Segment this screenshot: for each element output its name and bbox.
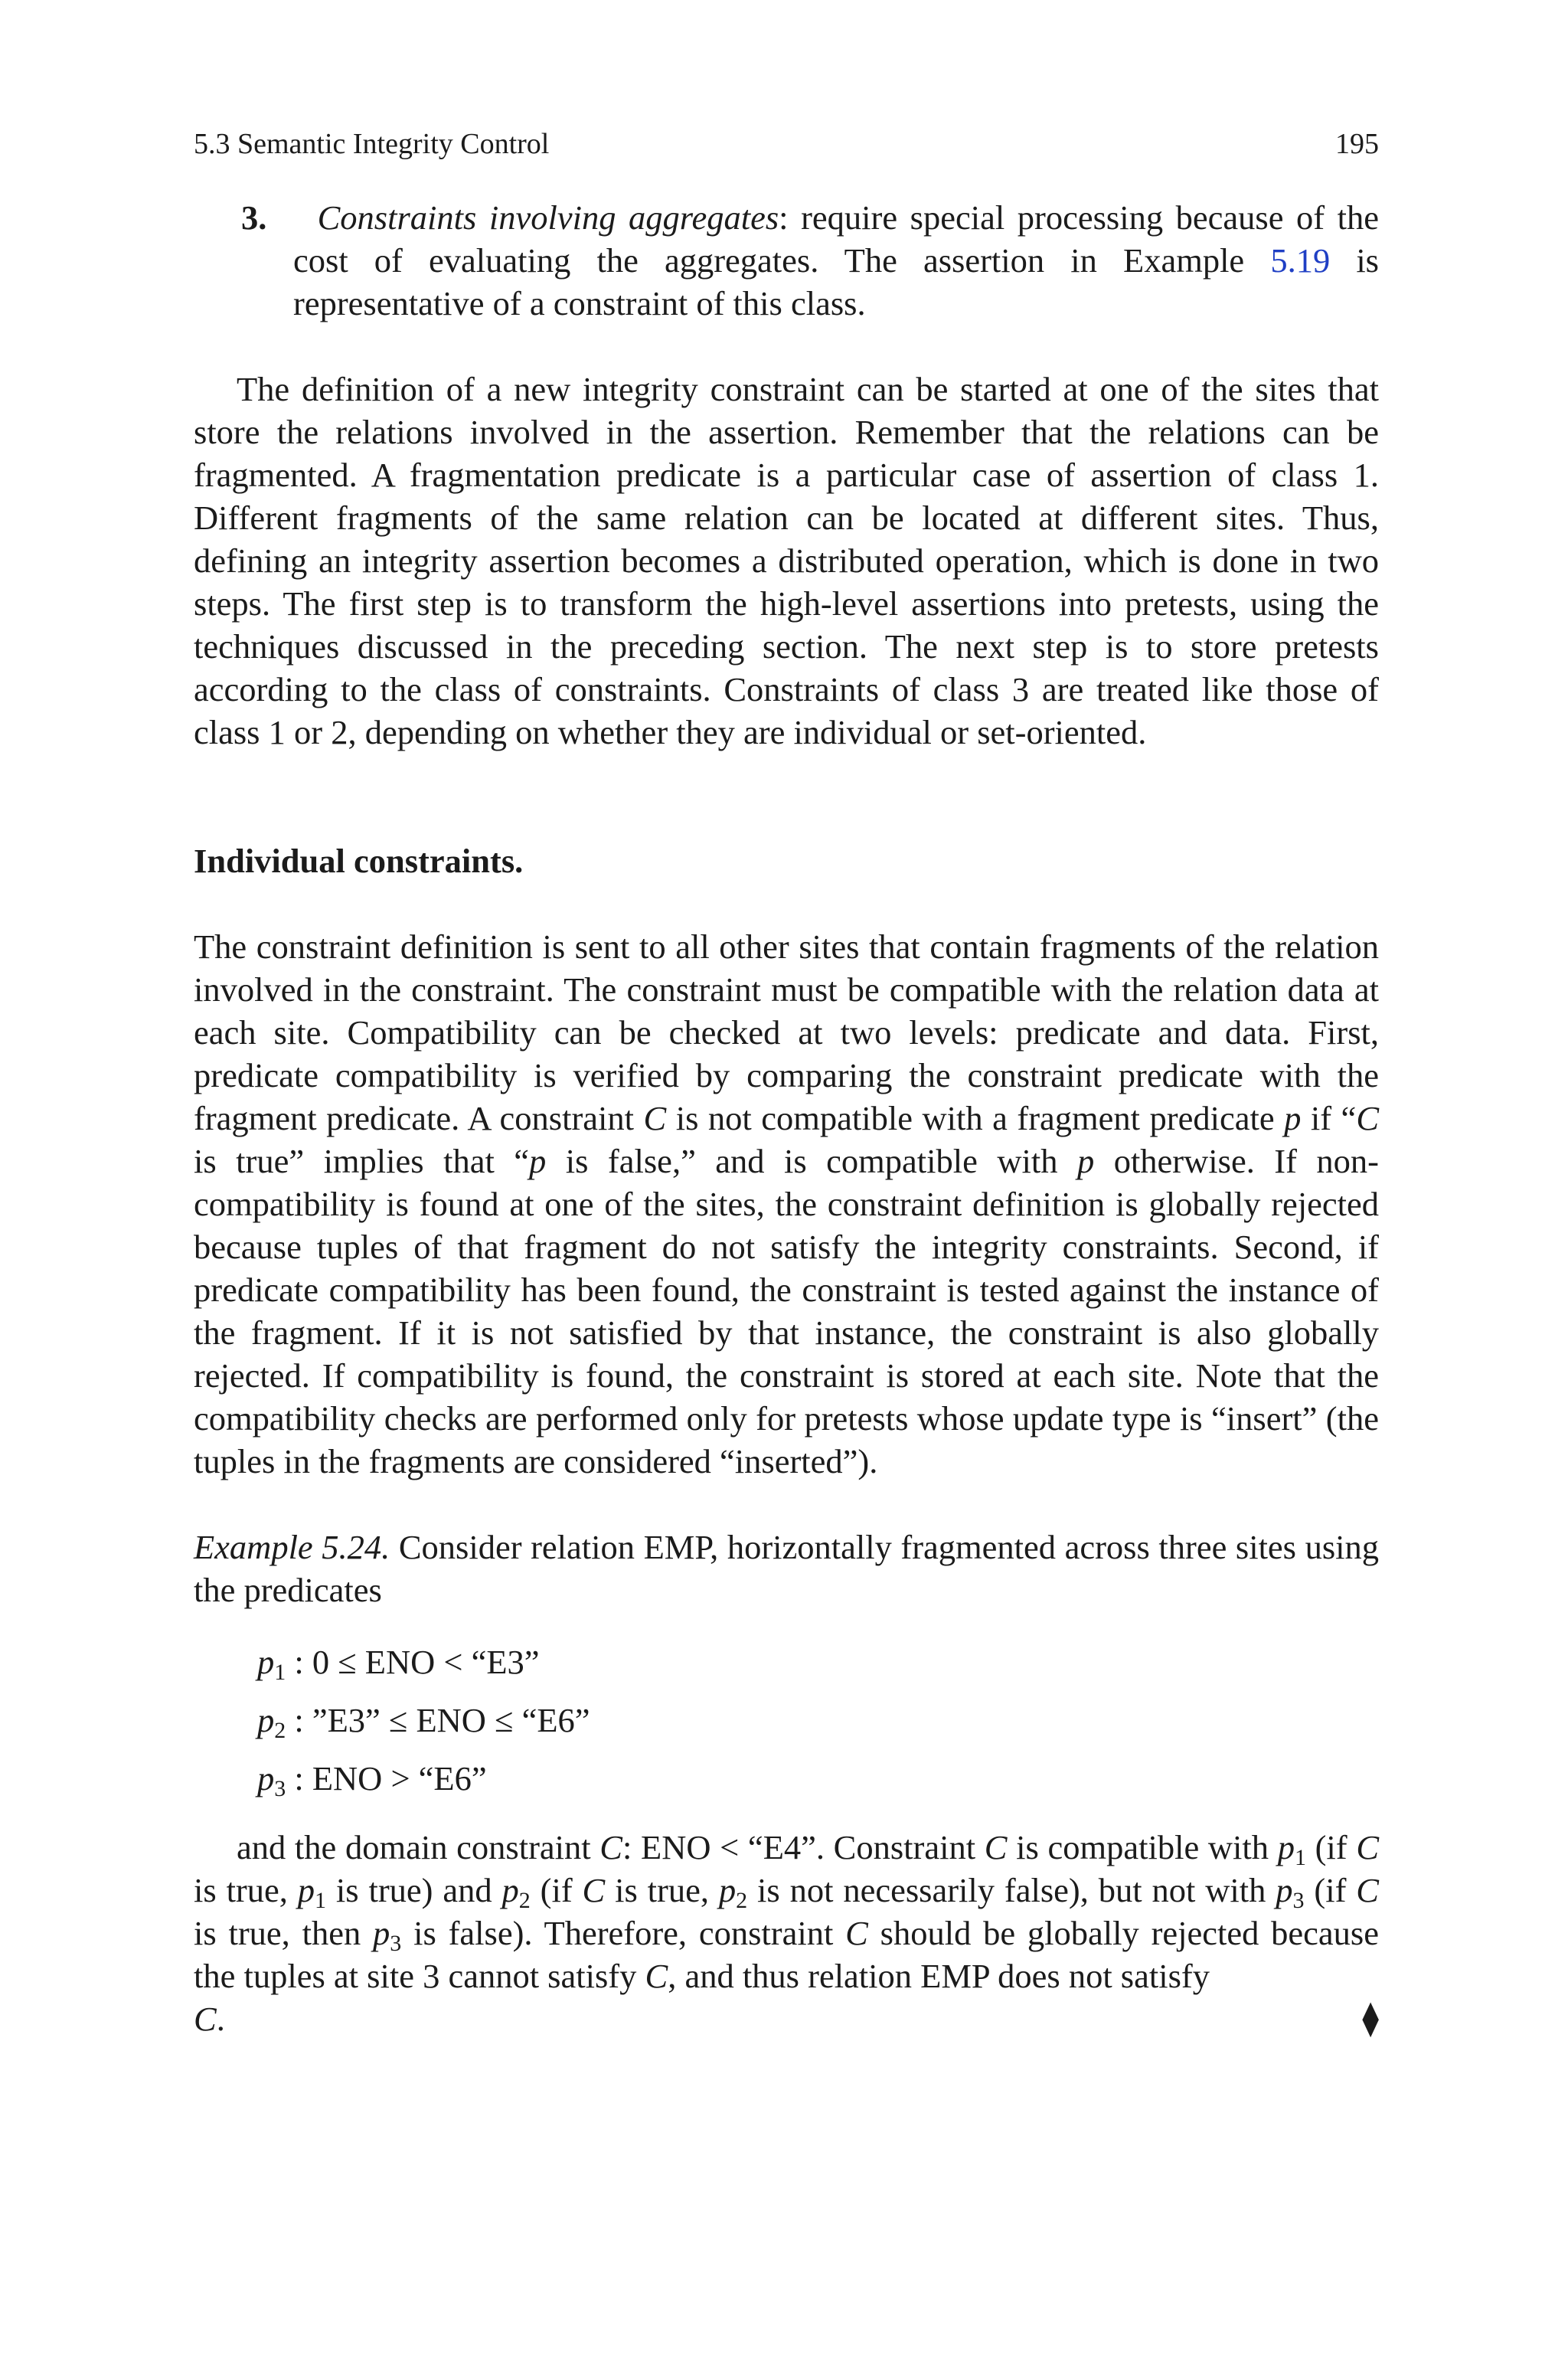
example-link[interactable]: 5.19 bbox=[1270, 241, 1331, 280]
list-item-text-end: is representative of a constraint of this class. bbox=[293, 241, 1379, 322]
section-heading: Individual constraints. bbox=[194, 842, 524, 880]
paragraph: The definition of a new integrity constraint can be started at one of the sites that store the relations involved in the assertion. Remember that the relations can be fragmented. A fragmentation predicate is a particular case of assertion of class 1. Different fragments of the same relation can be located at different sites. Thus, defining an integrity assertion becomes a distributed operation, which is done in two steps. The first step is to transform the high-level assertions into pretests, using the techniques discussed in the preceding section. The next step is to store pretests according to the class of constraints. Constraints of class 3 are treated like those of class 1 or 2, depending on whether they are individual or set-oriented. bbox=[194, 370, 1379, 751]
paragraph: The constraint definition is sent to all other sites that contain fragments of the relation involved in the constraint. The constraint must be compatible with the relation data at each site. Compatibility can be checked at two levels: predicate and data. First, predicate compatibility is verified by comparing the constraint predicate with the fragment predicate. A constraint C is not compatible with a fragment predicate p if “C is true” implies that “p is false,” and is compatible with p otherwise. If non-compatibility is found at one of the sites, the constraint definition is globally rejected because tuples of that fragment do not satisfy the integrity constraints. Second, if predicate compatibility has been found, the constraint is tested against the instance of the fragment. If it is not satisfied by that instance, the constraint is also globally rejected. If compatibility is found, the constraint is stored at each site. Note that the compatibility checks are performed only for pretests whose update type is “insert” (the tuples in the fragments are considered “inserted”). bbox=[194, 927, 1380, 1480]
running-header bbox=[194, 123, 1379, 165]
list-number: 3. bbox=[241, 198, 267, 237]
end-of-example-icon: ⧫ bbox=[1362, 2000, 1379, 2037]
predicate-p1: $p_1$ : 0 ≤ ENO < “E3” bbox=[257, 1643, 540, 1685]
example-label: Example 5.24. bbox=[194, 1528, 390, 1566]
predicate-p2: $p_2$ : ”E3” ≤ ENO ≤ “E6” bbox=[257, 1701, 590, 1743]
list-item-title: Constraints involving aggregates bbox=[317, 198, 779, 237]
example-paragraph: Example 5.24. Consider relation EMP, horizontally fragmented across three sites using the predicates bbox=[194, 1528, 1379, 1609]
list-item-text: : require special processing because of the cost of evaluating the aggregates. The assertion in Example bbox=[293, 198, 1379, 280]
main-text bbox=[194, 196, 1379, 2040]
example-last-line: C. ⧫ bbox=[194, 1997, 1379, 2040]
predicate-p3: $p_3$ : ENO > “E6” bbox=[257, 1759, 487, 1801]
list-item-3 bbox=[194, 196, 1379, 325]
page-number: 195 bbox=[1335, 128, 1379, 160]
section-title: 5.3 Semantic Integrity Control bbox=[194, 128, 550, 160]
predicate-list bbox=[257, 1633, 1379, 1807]
example-conclusion: and the domain constraint C: ENO < “E4”. Constraint C is compatible with $p_1$ (if C is true, $p_1$ is true) and $p_2$ (if C is true, $p_2$ is not necessarily false), but not with $p_3$ (if C is true, then $p_3$ is false). Therefore, constraint C should be globally rejected because the tuples at site 3 cannot satisfy C, and thus relation EMP does not satisfy bbox=[194, 1828, 1380, 1995]
